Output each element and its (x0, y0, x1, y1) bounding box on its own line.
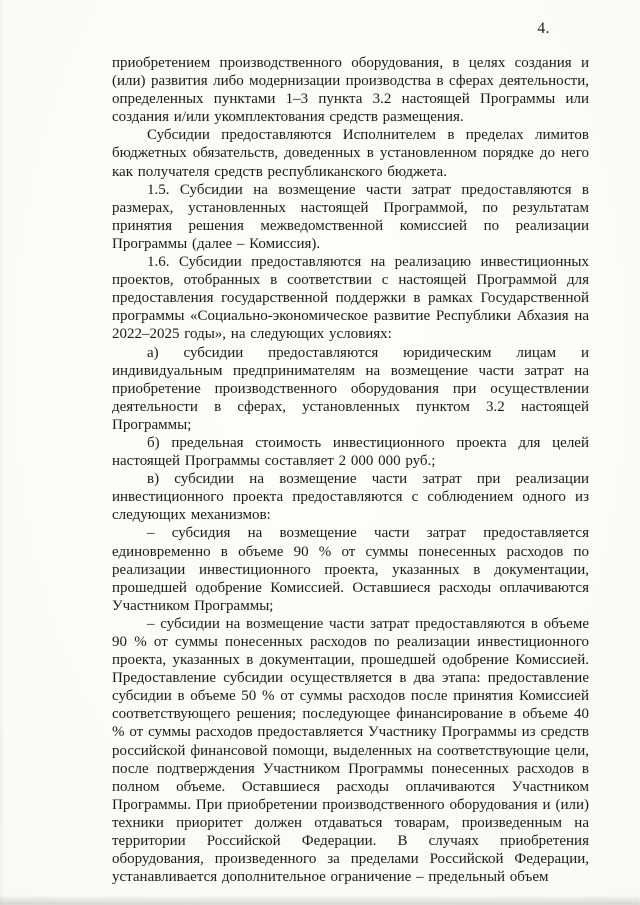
paragraph-item-a: а) субсидии предоставляются юридическим лицам и индивидуальным предпринимателям на возмещение части затрат на приобретение производственного оборудования при осуществлении деятельности в сферах, установленных пунктом 3.2 настоящей Программы; (112, 344, 589, 433)
paragraph-item-b: б) предельная стоимость инвестиционного проекта для целей настоящей Программы составляет 2 000 000 руб.; (112, 434, 589, 470)
page-number: 4. (537, 20, 550, 37)
scan-edge-shade-left (0, 0, 4, 905)
paragraph-item-v: в) субсидии на возмещение части затрат при реализации инвестиционного проекта предоставляются с соблюдением одного из следующих механизмов: (112, 471, 589, 524)
paragraph-continuation: приобретением производственного оборудования, в целях создания и (или) развития либо модернизации производства в сферах деятельности, определенных пунктами 1–3 пункта 3.2 настоящей Программы или создания и/или укомплектования средств размещения. (112, 55, 589, 126)
paragraph-clause-1-6: 1.6. Субсидии предоставляются на реализацию инвестиционных проектов, отобранных в соответствии с настоящей Программой для предоставления государственной поддержки в рамках Государственной программы «Социально-экономическое развитие Республики Абхазия на 2022–2025 годы», на следующих условиях: (112, 254, 589, 343)
paragraph-clause-1-5: 1.5. Субсидии на возмещение части затрат предоставляются в размерах, установленных настоящей Программой, по результатам принятия решения межведомственной комиссией по реализации Программы (далее – Комиссия). (112, 181, 589, 252)
document-text-block (112, 54, 589, 886)
paragraph-subsidies-limits: Субсидии предоставляются Исполнителем в пределах лимитов бюджетных обязательств, доведенных в установленном порядке до него как получателя средств республиканского бюджета. (112, 127, 589, 180)
paragraph-mechanism-2: – субсидии на возмещение части затрат предоставляются в объеме 90 % от суммы понесенных расходов по реализации инвестиционного проекта, указанных в документации, прошедшей одобрение Комиссией. Предоставление субсидии осуществляется в два этапа: предоставление субсидии в объеме 50 % от суммы расходов после принятия Комиссией соответствующего решения; последующее финансирование в объеме 40 % от суммы расходов предоставляется Участнику Программы из средств российской финансовой помощи, выделенных на соответствующие цели, после подтверждения Участником Программы понесенных расходов в полном объеме. Оставшиеся расходы оплачиваются Участником Программы. При приобретении производственного оборудования и (или) техники приоритет должен отдаваться товарам, произведенным на территории Российской Федерации. В случаях приобретения оборудования, произведенного за пределами Российской Федерации, устанавливается дополнительное ограничение – предельный объем (112, 615, 589, 886)
scan-edge-shadow-bottom (0, 895, 640, 905)
paragraph-mechanism-1: – субсидия на возмещение части затрат предоставляется единовременно в объеме 90 % от суммы понесенных расходов по реализации инвестиционного проекта, указанных в документации, прошедшей одобрение Комиссией. Оставшиеся расходы оплачиваются Участником Программы; (112, 525, 589, 614)
